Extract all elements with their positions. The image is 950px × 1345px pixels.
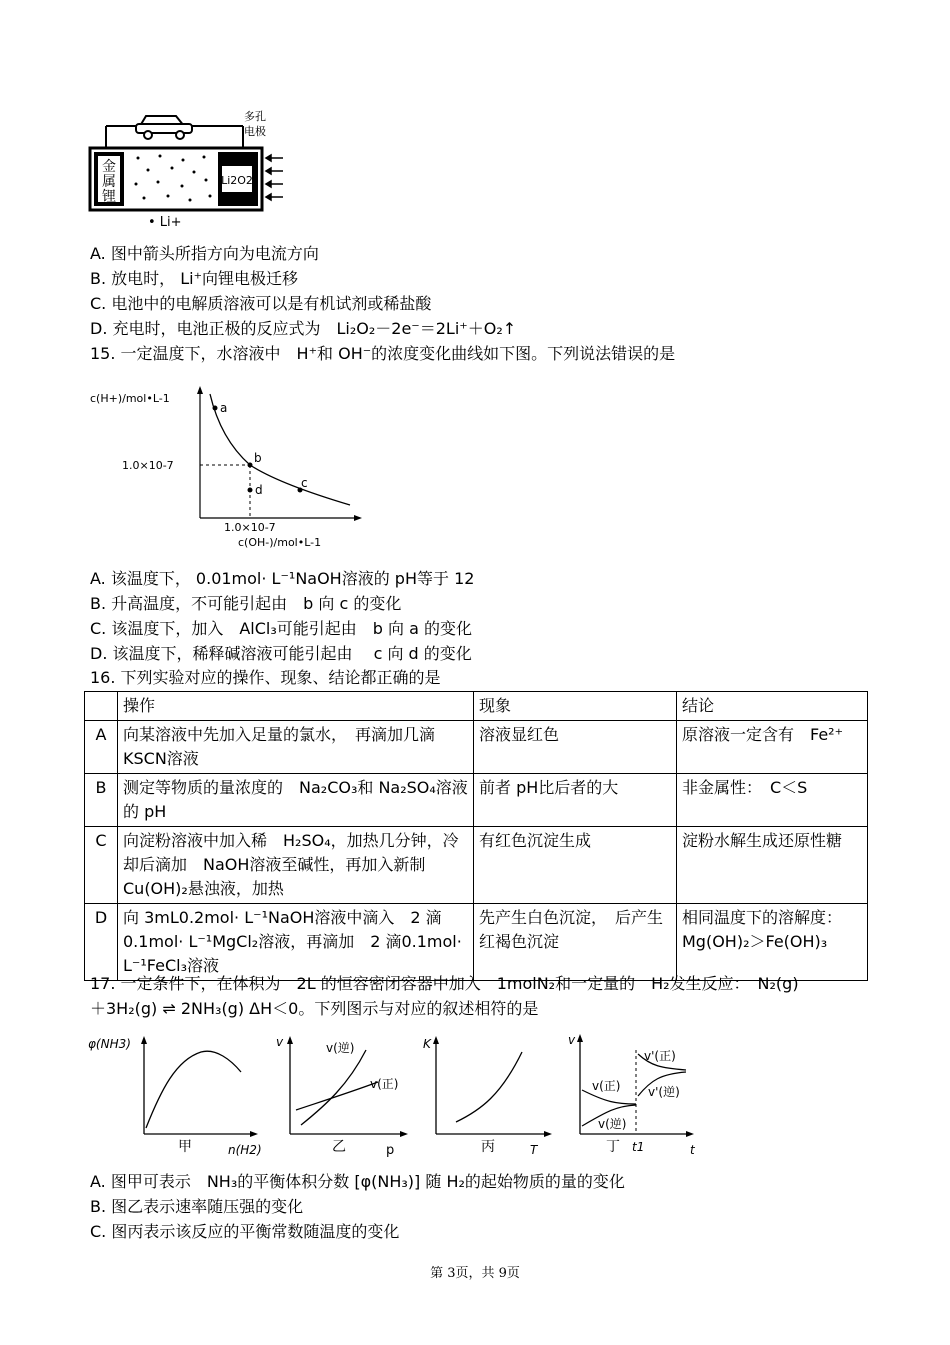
oxygen-arrows: [266, 155, 283, 200]
q15-chart: [88, 380, 388, 558]
table-row: B 测定等物质的量浓度的 Na₂CO₃和 Na₂SO₄溶液的 pH 前者 pH比后者的大 非金属性： C＜S: [85, 774, 868, 827]
point-d: [248, 488, 253, 493]
svg-text:v(正): v(正): [592, 1079, 621, 1093]
q15-ylabel: c(H+)/mol•L-1: [90, 392, 170, 405]
svg-text:v'(逆): v'(逆): [648, 1085, 680, 1099]
svg-text:a: a: [220, 401, 228, 415]
svg-text:丙: 丙: [481, 1139, 495, 1155]
q15-stem: 15. 一定温度下，水溶液中 H⁺和 OH⁻的浓度变化曲线如下图。下列说法错误的是: [90, 344, 676, 363]
svg-text:v(正): v(正): [370, 1077, 399, 1091]
battery-diagram: [88, 108, 288, 233]
q15-xlabel: c(OH-)/mol•L-1: [238, 536, 322, 549]
svg-text:乙: 乙: [332, 1139, 346, 1155]
svg-text:锂: 锂: [102, 189, 116, 205]
car-icon: [136, 116, 192, 139]
svg-text:甲: 甲: [178, 1139, 192, 1155]
graph-jia: [88, 1036, 262, 1157]
q17-stem-1: 17. 一定条件下，在体积为 2L 的恒容密闭容器中加入 1molN₂和一定量的 H₂发生反应： N₂(g): [90, 974, 799, 993]
svg-text:多孔: 多孔: [244, 110, 266, 123]
point-a: [213, 406, 218, 411]
q17-stem-2: ＋3H₂(g) ⇌ 2NH₃(g) ΔH＜0。下列图示与对应的叙述相符的是: [90, 999, 539, 1018]
table-header-row: 操作 现象 结论: [85, 692, 868, 721]
svg-text:p: p: [386, 1143, 395, 1158]
q15-y-tick: 1.0×10-7: [122, 459, 174, 472]
svg-text:v: v: [276, 1035, 284, 1049]
svg-text:• Li+: • Li+: [148, 215, 182, 230]
svg-text:v(逆): v(逆): [326, 1041, 355, 1055]
svg-text:属: 属: [102, 174, 116, 190]
svg-text:φ(NH3): φ(NH3): [88, 1037, 131, 1051]
svg-text:c: c: [301, 476, 308, 490]
q15-option-a: A. 该温度下， 0.01mol· L⁻¹NaOH溶液的 pH等于 12: [90, 569, 475, 588]
graph-ding: [568, 1033, 696, 1157]
table-row: C 向淀粉溶液中加入稀 H₂SO₄，加热几分钟，冷却后滴加 NaOH溶液至碱性，再加入新制 Cu(OH)₂悬浊液，加热 有红色沉淀生成 淀粉水解生成还原性糖: [85, 827, 868, 904]
q14-option-a: A. 图中箭头所指方向为电流方向: [90, 244, 319, 263]
q14-option-d: D. 充电时，电池正极的反应式为 Li₂O₂－2e⁻＝2Li⁺＋O₂↑: [90, 319, 517, 338]
q15-option-c: C. 该温度下，加入 AlCl₃可能引起由 b 向 a 的变化: [90, 619, 472, 638]
q15-curve: [210, 394, 350, 505]
graph-bing: [423, 1036, 552, 1157]
svg-text:v: v: [568, 1033, 576, 1047]
svg-text:丁: 丁: [606, 1139, 620, 1155]
svg-text:d: d: [255, 483, 263, 497]
svg-text:电极: 电极: [244, 125, 266, 138]
q17-option-c: C. 图丙表示该反应的平衡常数随温度的变化: [90, 1222, 400, 1241]
q15-option-d: D. 该温度下，稀释碱溶液可能引起由 c 向 d 的变化: [90, 644, 472, 663]
svg-text:t: t: [690, 1143, 695, 1157]
svg-text:T: T: [530, 1143, 538, 1157]
graph-yi: [276, 1035, 408, 1158]
q17-option-a: A. 图甲可表示 NH₃的平衡体积分数 [φ(NH₃)] 随 H₂的起始物质的量的变化: [90, 1172, 625, 1191]
table-row: A 向某溶液中先加入足量的氯水， 再滴加几滴 KSCN溶液 溶液显红色 原溶液一定含有 Fe²⁺: [85, 721, 868, 774]
svg-text:t1: t1: [632, 1140, 645, 1154]
table-row: D 向 3mL0.2mol· L⁻¹NaOH溶液中滴入 2 滴0.1mol· L⁻¹MgCl₂溶液，再滴加 2 滴0.1mol· L⁻¹FeCl₃溶液 先产生白色沉淀， 后产生红褐色沉淀 相同温度下的溶解度：Mg(OH)₂＞Fe(OH)₃: [85, 904, 868, 981]
svg-text:金: 金: [102, 159, 116, 175]
svg-text:K: K: [423, 1037, 431, 1051]
q16-stem: 16. 下列实验对应的操作、现象、结论都正确的是: [90, 668, 441, 687]
q15-x-tick: 1.0×10-7: [224, 521, 276, 534]
svg-text:v'(正): v'(正): [644, 1049, 676, 1063]
q14-option-c: C. 电池中的电解质溶液可以是有机试剂或稀盐酸: [90, 294, 432, 313]
page-footer: 第 3页，共 9页: [430, 1266, 520, 1281]
svg-text:Li2O2: Li2O2: [221, 174, 253, 187]
svg-text:n(H2): n(H2): [228, 1143, 262, 1157]
svg-text:v(逆): v(逆): [598, 1117, 627, 1131]
svg-text:b: b: [254, 451, 262, 465]
q17-graphs: [86, 1030, 716, 1160]
q16-table: [84, 691, 868, 981]
point-b: [248, 463, 253, 468]
q17-option-b: B. 图乙表示速率随压强的变化: [90, 1197, 304, 1216]
q15-option-b: B. 升高温度，不可能引起由 b 向 c 的变化: [90, 594, 402, 613]
q14-option-b: B. 放电时， Li⁺向锂电极迁移: [90, 269, 299, 288]
ion-dots: [135, 155, 212, 202]
